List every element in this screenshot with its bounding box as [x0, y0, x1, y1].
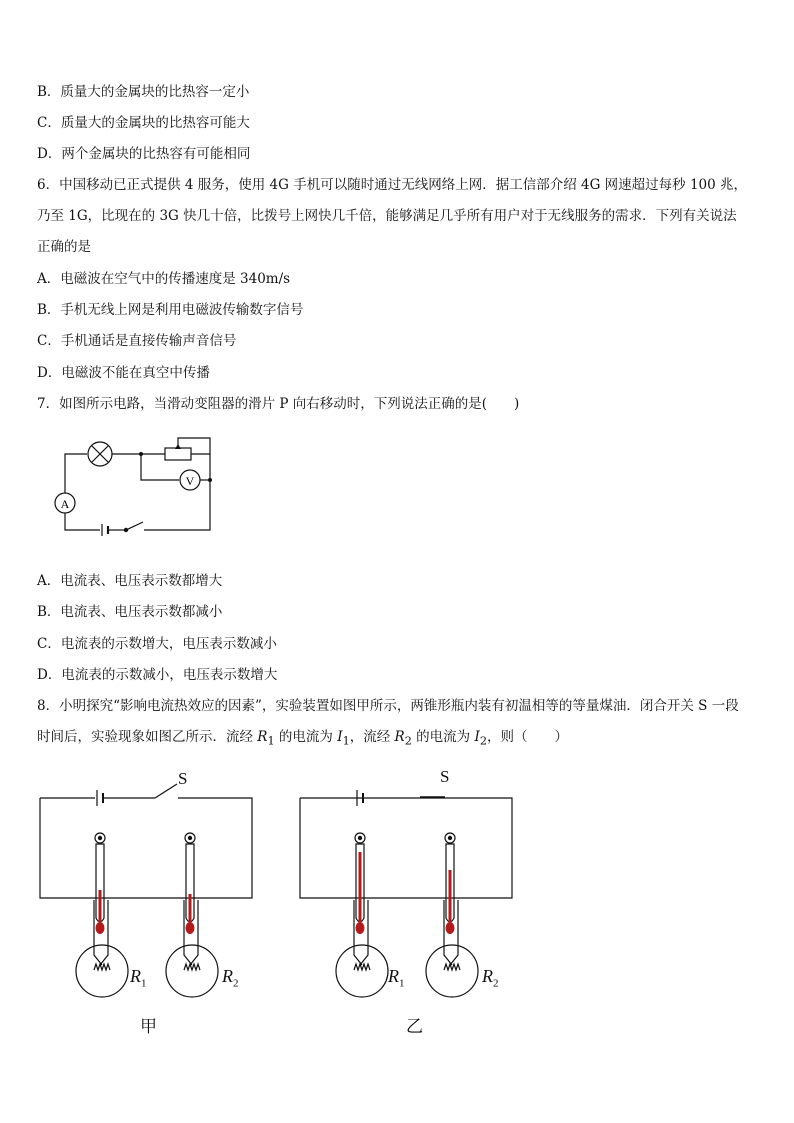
q8-r1-sub: 1: [267, 734, 275, 748]
yi-r2-label: $R_2$: [482, 966, 499, 990]
circuit-frame: [40, 798, 252, 898]
junction-dot-right: [208, 478, 212, 482]
switch-icon: [155, 784, 177, 798]
q6-stem-line-3: 正确的是: [37, 239, 91, 255]
liquid-column-right: [189, 894, 192, 924]
voltmeter-label: V: [185, 474, 195, 488]
q7-stem: 7．如图所示电路，当滑动变阻器的滑片 P 向右移动时，下列说法正确的是( ): [37, 396, 520, 412]
q8-text-c: ，流经: [349, 729, 395, 745]
jia-r1-label: $R_1$: [130, 966, 147, 990]
q5-option-c: C．质量大的金属块的比热容可能大: [37, 115, 250, 131]
q8-i2: I: [474, 729, 480, 745]
q7-circuit-diagram: [40, 428, 230, 543]
q8-r1: R: [257, 729, 268, 745]
liquid-bulb-left: [356, 922, 365, 934]
q8-text-a: 时间后，实验现象如图乙所示．流经: [37, 729, 258, 745]
yi-r1-label: $R_1$: [388, 966, 405, 990]
q7-option-d: D．电流表的示数减小，电压表示数增大: [37, 667, 278, 683]
q8-i1-sub: 1: [342, 734, 350, 748]
q8-r2: R: [394, 729, 405, 745]
wire-left-top: [65, 454, 87, 493]
jia-r2-label: $R_2$: [222, 966, 239, 990]
q7-option-b: B．电流表、电压表示数都减小: [37, 604, 223, 620]
q6-stem-line-1: 6．中国移动已正式提供 4 服务，使用 4G 手机可以随时通过无线网络上网．据工信部介绍 4G 网速超过每秒 100 兆，: [37, 177, 748, 193]
junction-dot-left: [139, 452, 143, 456]
wire-left-bottom: [65, 513, 100, 530]
q8-text-b: 的电流为: [274, 729, 338, 745]
circuit-frame: [300, 798, 512, 898]
wire-bottom-right: [144, 480, 210, 530]
liquid-bulb-left: [96, 922, 105, 934]
liquid-column-right: [449, 870, 452, 924]
liquid-column-left: [359, 852, 362, 924]
q6-stem-line-2: 乃至 1G，比现在的 3G 快几十倍，比拨号上网快几千倍，能够满足几乎所有用户对于无线服务的需求．下列有关说法: [37, 208, 737, 224]
q8-text-d: 的电流为: [411, 729, 475, 745]
q6-option-b: B．手机无线上网是利用电磁波传输数字信号: [37, 302, 304, 318]
yi-switch-label: S: [440, 767, 450, 786]
liquid-bulb-right: [446, 922, 455, 934]
q8-text-e: ，则（ ）: [487, 729, 568, 745]
q6-option-d: D．电磁波不能在真空中传播: [37, 365, 210, 381]
q5-option-d: D．两个金属块的比热容有可能相同: [37, 146, 251, 162]
rheostat-slider-wire: [178, 438, 210, 454]
q8-stem-line-2: [37, 728, 568, 751]
q5-option-b: B．质量大的金属块的比热容一定小: [37, 84, 250, 100]
q8-stem-line-1: 8．小明探究“影响电流热效应的因素”，实验装置如图甲所示，两锥形瓶内装有初温相等的等量煤油．闭合开关 S 一段: [37, 698, 739, 714]
slider-arrow: [175, 444, 181, 449]
q6-option-c: C．手机通话是直接传输声音信号: [37, 333, 237, 349]
q8-r2-sub: 2: [404, 734, 412, 748]
ammeter-label: A: [60, 497, 70, 511]
wire-to-voltmeter: [141, 454, 179, 480]
rheostat-icon: [165, 448, 191, 460]
q7-option-c: C．电流表的示数增大，电压表示数减小: [37, 636, 277, 652]
q6-option-a: A．电磁波在空气中的传播速度是 340m/s: [37, 271, 291, 287]
switch-icon: [126, 522, 143, 530]
q8-i1: I: [337, 729, 343, 745]
jia-switch-label: S: [178, 769, 188, 788]
liquid-bulb-right: [186, 922, 195, 934]
yi-caption: 乙: [406, 1017, 423, 1037]
jia-caption: 甲: [140, 1017, 157, 1037]
q7-option-a: A．电流表、电压表示数都增大: [37, 573, 223, 589]
liquid-column-left: [99, 890, 102, 924]
q8-i2-sub: 2: [479, 734, 487, 748]
